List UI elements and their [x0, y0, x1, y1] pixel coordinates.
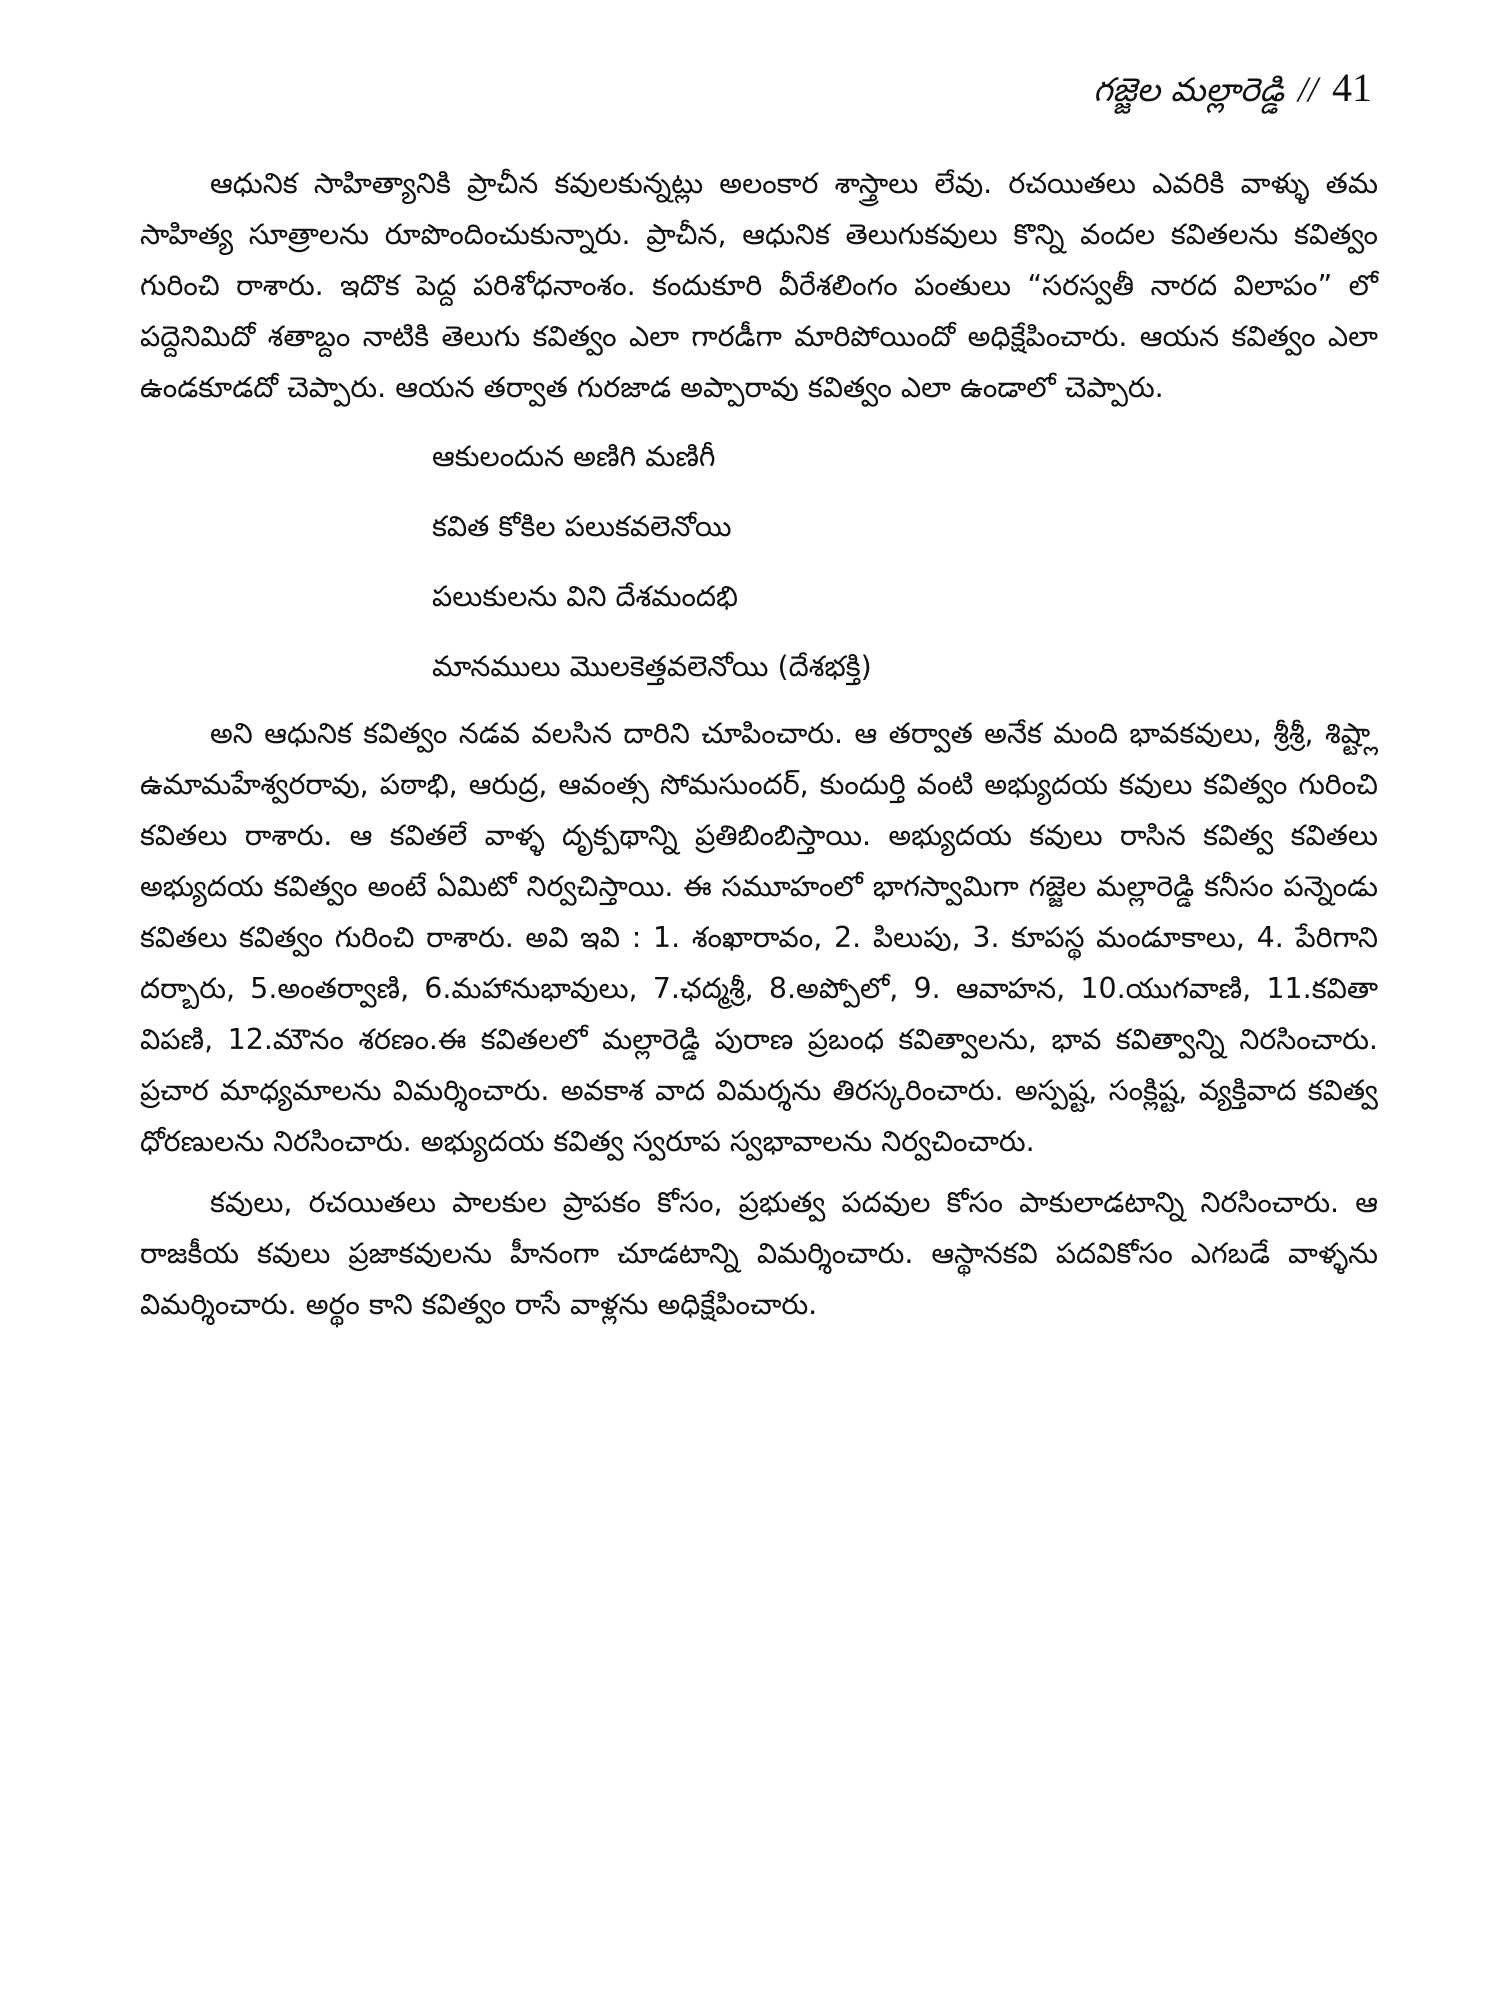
paragraph-1: ఆధునిక సాహిత్యానికి ప్రాచీన కవులకున్నట్లు అలంకార శాస్త్రాలు లేవు. రచయితలు ఎవరికి వాళ్ళు తమ సాహిత్య సూత్రాలను రూపొందించుకున్నారు. ప్రాచీన, ఆధునిక తెలుగుకవులు కొన్ని వందల కవితలను కవిత్వం గురించి రాశారు. ఇదొక పెద్ద పరిశోధనాంశం. కందుకూరి వీరేశలింగం పంతులు “సరస్వతీ నారద విలాపం” లో పద్దెనిమిదో శతాబ్దం నాటికి తెలుగు కవిత్వం ఎలా గారడీగా మారిపోయిందో అధిక్షేపించారు. ఆయన కవిత్వం ఎలా ఉండకూడదో చెప్పారు. ఆయన తర్వాత గురజాడ అప్పారావు కవిత్వం ఎలా ఉండాలో చెప్పారు. [140, 167, 1378, 404]
verse-quotation [432, 422, 1378, 702]
verse-line: పలుకులను విని దేశమందభి [432, 580, 739, 613]
page-number: 41 [1332, 65, 1372, 110]
paragraph-3: కవులు, రచయితలు పాలకుల ప్రాపకం కోసం, ప్రభుత్వ పదవుల కోసం పాకులాడటాన్ని నిరసించారు. ఆ రాజకీయ కవులు ప్రజాకవులను హీనంగా చూడటాన్ని విమర్శించారు. ఆస్థానకవి పదవికోసం ఎగబడే వాళ్ళను విమర్శించారు. అర్థం కాని కవిత్వం రాసే వాళ్లను అధిక్షేపించారు. [140, 1186, 1378, 1321]
running-header [1093, 64, 1372, 112]
verse-line: ఆకులందున అణిగి మణిగీ [432, 440, 716, 473]
page-body [140, 158, 1378, 1330]
running-header-title: గజ్జెల మల్లారెడ్డి [1093, 70, 1284, 109]
paragraph-2: అని ఆధునిక కవిత్వం నడవ వలసిన దారిని చూపించారు. ఆ తర్వాత అనేక మంది భావకవులు, శ్రీశ్రీ, శిష్ట్లా ఉమామహేశ్వరరావు, పఠాభి, ఆరుద్ర, ఆవంత్స సోమసుందర్, కుందుర్తి వంటి అభ్యుదయ కవులు కవిత్వం గురించి కవితలు రాశారు. ఆ కవితలే వాళ్ళ దృక్పథాన్ని ప్రతిబింబిస్తాయి. అభ్యుదయ కవులు రాసిన కవిత్వ కవితలు అభ్యుదయ కవిత్వం అంటే ఏమిటో నిర్వచిస్తాయి. ఈ సమూహంలో భాగస్వామిగా గజ్జెల మల్లారెడ్డి కనీసం పన్నెండు కవితలు కవిత్వం గురించి రాశారు. అవి ఇవి : 1. శంఖారావం, 2. పిలుపు, 3. కూపస్థ మండూకాలు, 4. పేరిగాని దర్బారు, 5.అంతర్వాణి, 6.మహానుభావులు, 7.ఛద్మశ్రీ, 8.అప్పోలో, 9. ఆవాహన, 10.యుగవాణి, 11.కవితా విపణి, 12.మౌనం శరణం.ఈ కవితలలో మల్లారెడ్డి పురాణ ప్రబంధ కవిత్వాలను, భావ కవిత్వాన్ని నిరసించారు. ప్రచార మాధ్యమాలను విమర్శించారు. అవకాశ వాద విమర్శను తిరస్కరించారు. అస్పష్ట, సంక్లిష్ట, వ్యక్తివాద కవిత్వ ధోరణులను నిరసించారు. అభ్యుదయ కవిత్వ స్వరూప స్వభావాలను నిర్వచించారు. [140, 717, 1378, 1158]
verse-line: మానములు మొలకెత్తవలెనోయి (దేశభక్తి) [432, 650, 872, 683]
verse-line: కవిత కోకిల పలుకవలెనోయి [432, 510, 732, 543]
running-header-separator: // [1297, 69, 1318, 109]
